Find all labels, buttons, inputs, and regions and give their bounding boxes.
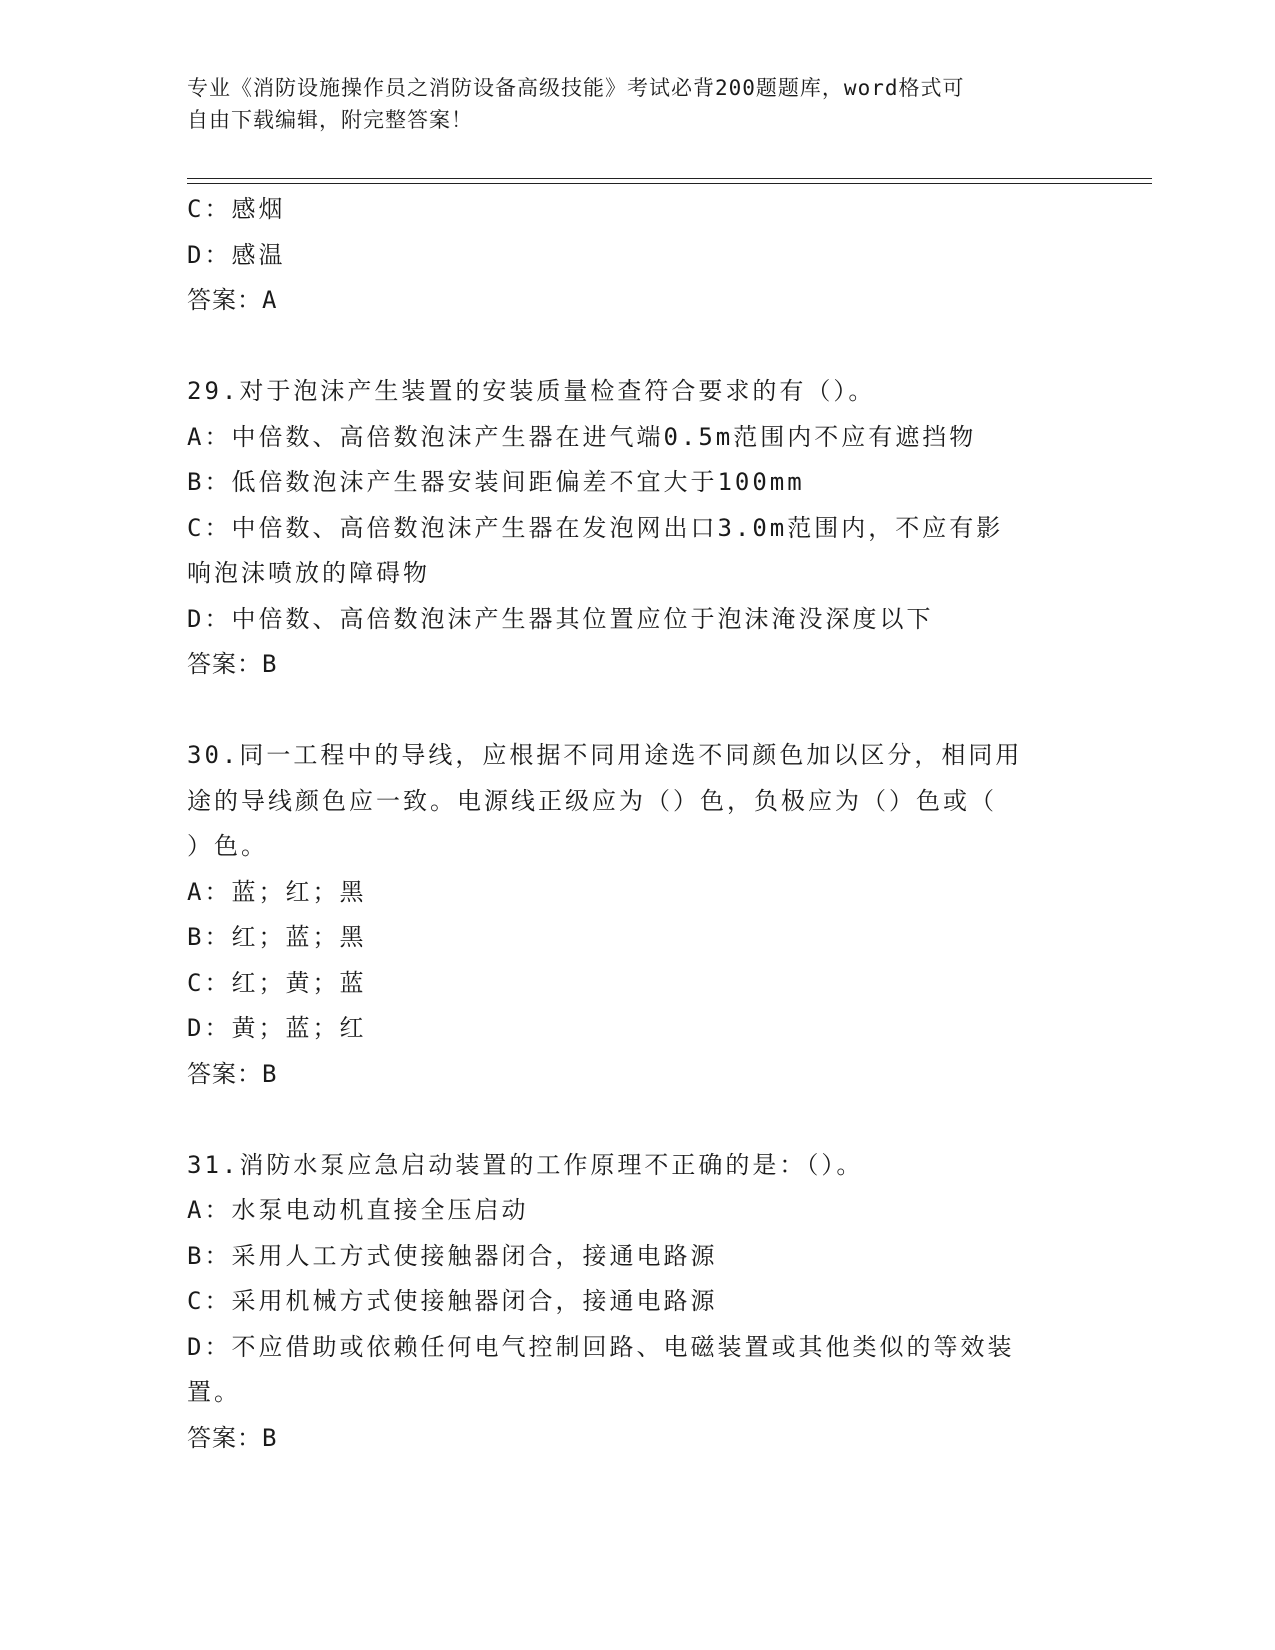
- option-d-continued: 置。: [187, 1378, 241, 1406]
- question-stem: 30.同一工程中的导线，应根据不同用途选不同颜色加以区分，相同用: [187, 741, 1023, 769]
- option-d: D：感温: [187, 240, 286, 269]
- header-line-2: 自由下载编辑，附完整答案！: [187, 108, 473, 132]
- header-divider-top: [187, 178, 1152, 179]
- option-a: A：蓝；红；黑: [187, 877, 367, 906]
- option-d: D：不应借助或依赖任何电气控制回路、电磁装置或其他类似的等效装: [187, 1332, 1015, 1361]
- header-line-1: 专业《消防设施操作员之消防设备高级技能》考试必背200题题库，word格式可: [187, 76, 965, 100]
- header-divider-bottom: [187, 183, 1152, 184]
- question-content: [187, 187, 1087, 1461]
- option-c: C：采用机械方式使接触器闭合，接通电路源: [187, 1287, 718, 1315]
- option-c: C：感烟: [187, 195, 286, 223]
- question-stem: 29.对于泡沫产生装置的安装质量检查符合要求的有（）。: [187, 377, 876, 405]
- option-d: D：黄；蓝；红: [187, 1014, 367, 1042]
- spacer: [187, 324, 1087, 370]
- option-a: A：水泵电动机直接全压启动: [187, 1196, 529, 1224]
- option-d: D：中倍数、高倍数泡沫产生器其位置应位于泡沫淹没深度以下: [187, 604, 934, 633]
- spacer: [187, 688, 1087, 734]
- page-header: [187, 72, 1067, 136]
- spacer: [187, 1097, 1087, 1143]
- option-b: B：红；蓝；黑: [187, 923, 367, 951]
- question-28-tail: [187, 187, 1087, 324]
- option-b: B：采用人工方式使接触器闭合，接通电路源: [187, 1241, 718, 1270]
- option-c: C：中倍数、高倍数泡沫产生器在发泡网出口3.0m范围内，不应有影: [187, 513, 1004, 542]
- option-c: C：红；黄；蓝: [187, 968, 367, 997]
- answer: 答案：B: [187, 1059, 278, 1088]
- option-c-continued: 响泡沫喷放的障碍物: [187, 559, 430, 587]
- question-stem-continued: 途的导线颜色应一致。电源线正级应为（）色，负极应为（）色或（: [187, 786, 997, 815]
- answer: 答案：B: [187, 1423, 278, 1452]
- question-stem: 31.消防水泵应急启动装置的工作原理不正确的是：（）。: [187, 1150, 864, 1179]
- question-29: [187, 369, 1087, 688]
- option-b: B：低倍数泡沫产生器安装间距偏差不宜大于100mm: [187, 468, 805, 496]
- answer: 答案：A: [187, 286, 278, 314]
- question-stem-continued: ）色。: [187, 832, 268, 860]
- question-31: [187, 1143, 1087, 1462]
- answer: 答案：B: [187, 650, 278, 678]
- question-30: [187, 733, 1087, 1097]
- option-a: A：中倍数、高倍数泡沫产生器在进气端0.5m范围内不应有遮挡物: [187, 422, 977, 451]
